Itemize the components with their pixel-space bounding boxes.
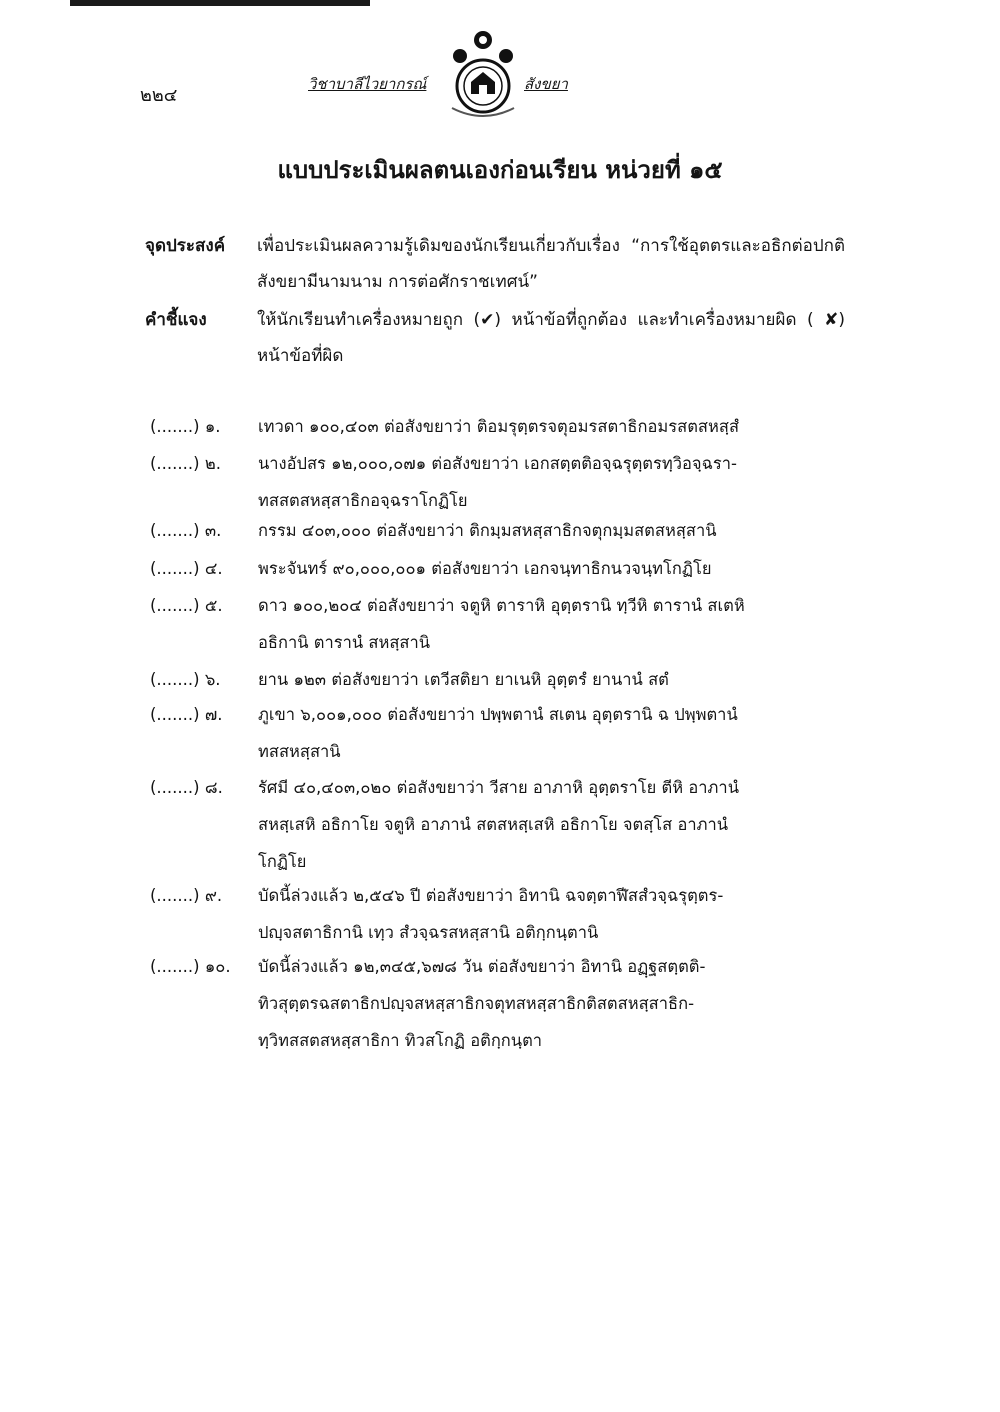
instructions-section [145,302,845,374]
question-text: กรรม ๔๐๓,๐๐๐ ต่อสังขยาว่า ติกมฺมสหสฺสาธิกจตุกมฺมสตสหสฺสานิ [258,521,717,540]
answer-blank[interactable]: (.......) ๑๐. [150,957,231,976]
question-text: พระจันทร์ ๙๐,๐๐๐,๐๐๑ ต่อสังขยาว่า เอกจนฺทาธิกนวจนฺทโกฏิโย [258,559,712,578]
question-item [150,696,850,770]
question-text: โกฏิโย [258,852,307,871]
answer-blank[interactable]: (.......) ๔. [150,559,223,578]
page-number: ๒๒๔ [140,85,178,106]
page-title: แบบประเมินผลตนเองก่อนเรียน หน่วยที่ ๑๕ [277,156,723,184]
question-text: เทวดา ๑๐๐,๔๐๓ ต่อสังขยาว่า ติอมรุตฺตรจตุอมรสตาธิกอมรสตสหสฺสํ [258,417,740,436]
question-text: นางอัปสร ๑๒,๐๐๐,๐๗๑ ต่อสังขยาว่า เอกสตฺตติอจฺฉรุตฺตรทฺวิอจฺฉรา- [258,454,737,473]
question-text: ปญฺจสตาธิกานิ เทฺว สํวจฺฉรสหสฺสานิ อติกฺกนฺตานิ [258,923,599,942]
question-text: อธิกานิ ตารานํ สหสฺสานิ [258,633,431,652]
purpose-section [145,228,845,300]
purpose-label: จุดประสงค์ [145,236,226,256]
answer-blank[interactable]: (.......) ๒. [150,454,221,473]
answer-blank[interactable]: (.......) ๓. [150,521,222,540]
question-item [150,948,850,1059]
answer-blank[interactable]: (.......) ๑. [150,417,221,436]
subject-label: วิชาบาลีไวยากรณ์ [308,75,427,93]
answer-blank[interactable]: (.......) ๙. [150,886,223,905]
question-item [150,550,850,587]
institution-seal-logo [438,28,528,124]
answer-blank[interactable]: (.......) ๖. [150,670,221,689]
question-text: ภูเขา ๖,๐๐๑,๐๐๐ ต่อสังขยาว่า ปพฺพตานํ สเตน อุตฺตรานิ ฉ ปพฺพตานํ [258,705,738,724]
question-item [150,877,850,951]
instructions-label: คำชี้แจง [145,310,207,330]
answer-blank[interactable]: (.......) ๕. [150,596,223,615]
answer-blank[interactable]: (.......) ๗. [150,705,223,724]
answer-blank[interactable]: (.......) ๘. [150,778,223,797]
question-text: รัศมี ๔๐,๔๐๓,๐๒๐ ต่อสังขยาว่า วีสาย อาภาหิ อุตฺตราโย ตีหิ อาภานํ [258,778,739,797]
question-item [150,587,850,661]
instructions-text: ให้นักเรียนทำเครื่องหมายถูก (✔) หน้าข้อที่ถูกต้อง และทำเครื่องหมายผิด ( ✘) หน้าข้อที่ผิด [257,310,845,366]
question-text: ดาว ๑๐๐,๒๐๔ ต่อสังขยาว่า จตูหิ ตาราหิ อุตฺตรานิ ทฺวีหิ ตารานํ สเตหิ [258,596,745,615]
top-border-rule [70,0,370,6]
question-item [150,769,850,880]
question-text: ยาน ๑๒๓ ต่อสังขยาว่า เตวีสติยา ยาเนหิ อุตฺตรํ ยานานํ สตํ [258,670,669,689]
question-item [150,445,850,519]
question-text: ทิวสุตฺตรฉสตาธิกปญฺจสหสฺสาธิกจตุทสหสฺสาธิกติสตสหสฺสาธิก- [258,994,695,1013]
question-text: สหสฺเสหิ อธิกาโย จตูหิ อาภานํ สตสหสฺเสหิ อธิกาโย จตสฺโส อาภานํ [258,815,729,834]
question-text: ทสสหสฺสานิ [258,742,341,761]
question-item [150,512,850,549]
topic-label: สังขยา [524,75,568,93]
question-item [150,661,850,698]
question-text: ทสสตสหสฺสาธิกอจฺฉราโกฏิโย [258,491,468,510]
purpose-text: เพื่อประเมินผลความรู้เดิมของนักเรียนเกี่ยวกับเรื่อง “การใช้อุตตรและอธิกต่อปกติสังขยามีนามนาม การต่อศักราชเทศน์” [257,236,845,292]
question-text: บัดนี้ล่วงแล้ว ๒,๕๔๖ ปี ต่อสังขยาว่า อิทานิ ฉจตฺตาฬีสสํวจฺฉรุตฺตร- [258,886,724,905]
question-item [150,408,850,445]
question-text: บัดนี้ล่วงแล้ว ๑๒,๓๔๕,๖๗๘ วัน ต่อสังขยาว่า อิทานิ อฏฺฐสตฺตติ- [258,957,706,976]
question-text: ทฺวิทสสตสหสฺสาธิกา ทิวสโกฏิ อติกฺกนฺตา [258,1031,543,1050]
